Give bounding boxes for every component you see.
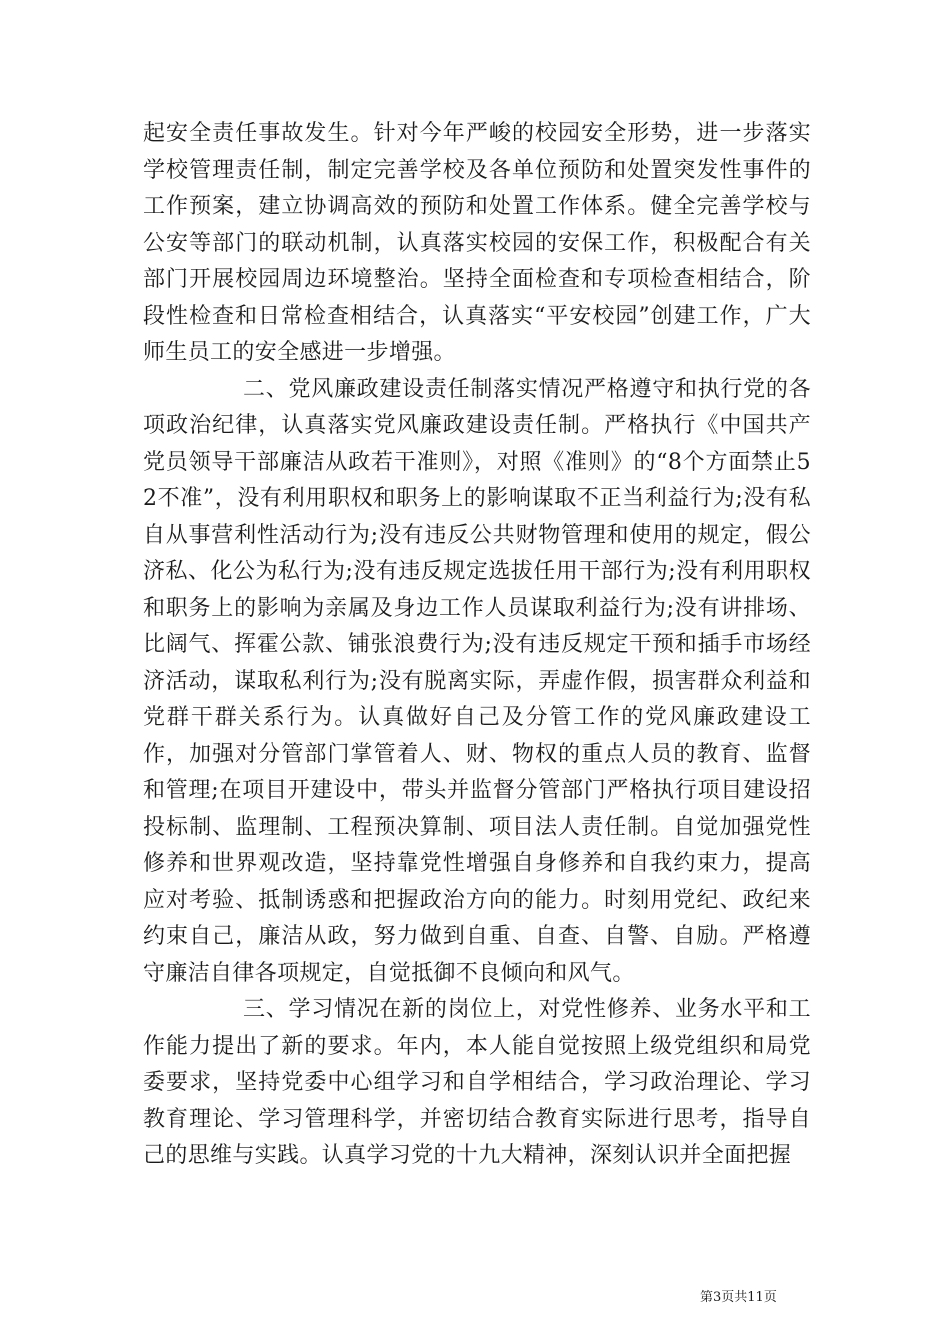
paragraph-section-3-study: 三、学习情况在新的岗位上，对党性修养、业务水平和工作能力提出了新的要求。年内，本人能自觉按照上级党组织和局党委要求，坚持党委中心组学习和自学相结合，学习政治理论、学习教育理论、学习管理科学，并密切结合教育实际进行思考，指导自己的思维与实践。认真学习党的十九大精神，深刻认识并全面把握 xyxy=(143,997,811,1168)
paragraph-section-2-party-conduct: 二、党风廉政建设责任制落实情况严格遵守和执行党的各项政治纪律，认真落实党风廉政建设责任制。严格执行《中国共产党员领导干部廉洁从政若干准则》，对照《准则》的“8个方面禁止52不准”，没有利用职权和职务上的影响谋取不正当利益行为;没有私自从事营利性活动行为;没有违反公共财物管理和使用的规定，假公济私、化公为私行为;没有违反规定选拔任用干部行为;没有利用职权和职务上的影响为亲属及身边工作人员谋取利益行为;没有讲排场、比阔气、挥霍公款、铺张浪费行为;没有违反规定干预和插手市场经济活动，谋取私利行为;没有脱离实际，弄虚作假，损害群众利益和党群干群关系行为。认真做好自己及分管工作的党风廉政建设工作，加强对分管部门掌管着人、财、物权的重点人员的教育、监督和管理;在项目开建设中，带头并监督分管部门严格执行项目建设招投标制、监理制、工程预决算制、项目法人责任制。自觉加强党性修养和世界观改造，坚持靠党性增强自身修养和自我约束力，提高应对考验、抵制诱惑和把握政治方向的能力。时刻用党纪、政纪来约束自己，廉洁从政，努力做到自重、自查、自警、自励。严格遵守廉洁自律各项规定，自觉抵御不良倾向和风气。 xyxy=(143,376,811,986)
page-number-label: 第3页共11页 xyxy=(700,1290,777,1305)
page-number-footer xyxy=(700,1290,777,1306)
paragraph-continuation: 起安全责任事故发生。针对今年严峻的校园安全形势，进一步落实学校管理责任制，制定完善学校及各单位预防和处置突发性事件的工作预案，建立协调高效的预防和处置工作体系。健全完善学校与公安等部门的联动机制，认真落实校园的安保工作，积极配合有关部门开展校园周边环境整治。坚持全面检查和专项检查相结合，阶段性检查和日常检查相结合，认真落实“平安校园”创建工作，广大师生员工的安全感进一步增强。 xyxy=(143,121,811,365)
document-body xyxy=(143,116,811,1175)
